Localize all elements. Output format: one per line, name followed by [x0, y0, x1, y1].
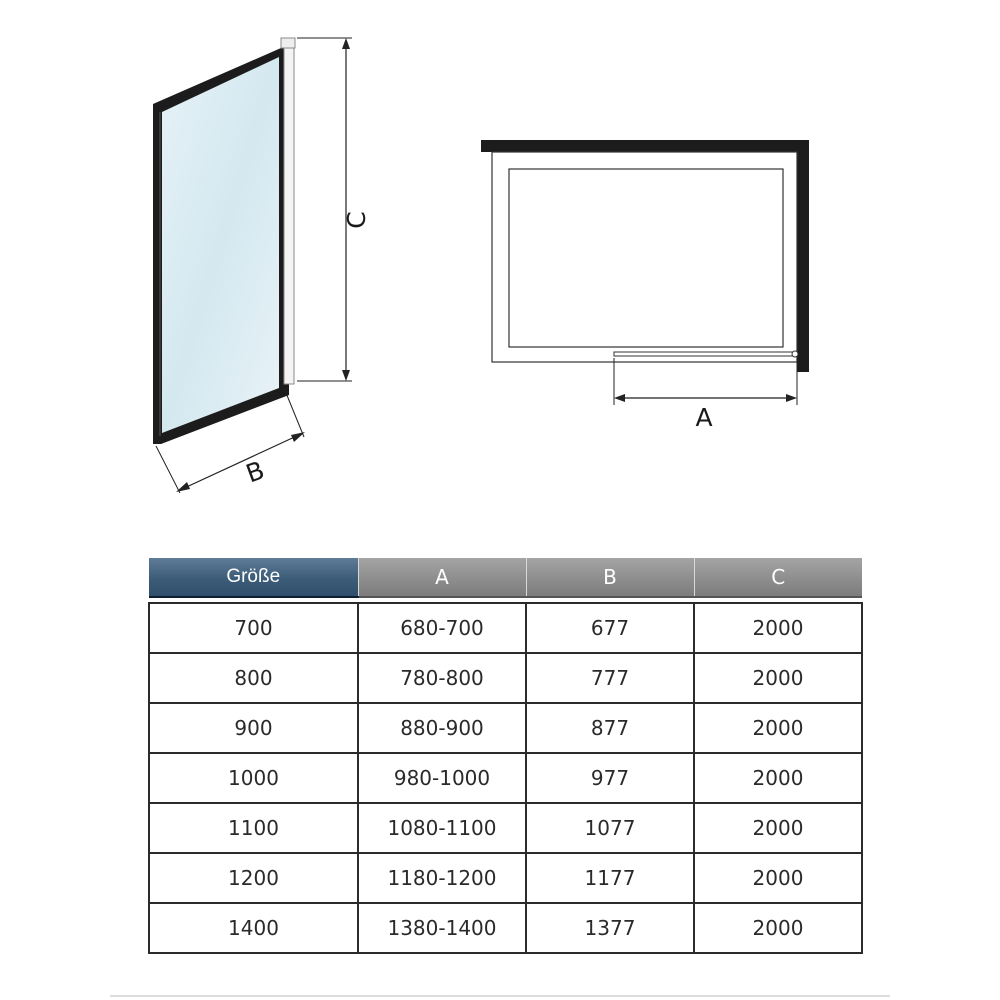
- header-groesse: Größe: [149, 558, 358, 597]
- cell-b: 977: [526, 753, 694, 803]
- cell-b: 1177: [526, 853, 694, 903]
- back-wall: [481, 140, 809, 152]
- table-header-row: [149, 558, 862, 597]
- cell-size: 1000: [149, 753, 358, 803]
- cell-a: 1080-1100: [358, 803, 526, 853]
- cell-b: 677: [526, 603, 694, 653]
- table-row: [149, 653, 862, 703]
- cell-b: 1077: [526, 803, 694, 853]
- cell-b: 877: [526, 703, 694, 753]
- cell-c: 2000: [694, 603, 862, 653]
- header-b: B: [526, 558, 694, 597]
- bottom-divider: [110, 995, 890, 997]
- size-table: [148, 558, 863, 954]
- wall-profile: [284, 48, 294, 384]
- label-b: B: [242, 455, 269, 489]
- cell-a: 780-800: [358, 653, 526, 703]
- cell-size: 700: [149, 603, 358, 653]
- cell-size: 900: [149, 703, 358, 753]
- header-a: A: [358, 558, 526, 597]
- label-a: A: [695, 403, 713, 432]
- cell-c: 2000: [694, 803, 862, 853]
- glass-panel-drawing: [153, 38, 295, 444]
- table-row: [149, 753, 862, 803]
- cell-a: 680-700: [358, 603, 526, 653]
- table-row: [149, 903, 862, 953]
- cell-b: 777: [526, 653, 694, 703]
- table-row: [149, 803, 862, 853]
- shower-area-outline: [492, 152, 797, 362]
- profile-cap: [281, 38, 295, 48]
- cell-size: 1200: [149, 853, 358, 903]
- cell-c: 2000: [694, 703, 862, 753]
- cell-a: 880-900: [358, 703, 526, 753]
- cell-a: 1180-1200: [358, 853, 526, 903]
- cell-a: 1380-1400: [358, 903, 526, 953]
- header-c: C: [694, 558, 862, 597]
- cell-size: 1400: [149, 903, 358, 953]
- cell-a: 980-1000: [358, 753, 526, 803]
- cell-size: 800: [149, 653, 358, 703]
- cell-c: 2000: [694, 853, 862, 903]
- glass-panel-top-view: [614, 352, 796, 356]
- cell-c: 2000: [694, 653, 862, 703]
- glass-pane: [162, 57, 279, 433]
- table-row: [149, 603, 862, 653]
- cell-c: 2000: [694, 753, 862, 803]
- label-c: C: [342, 211, 371, 229]
- dimension-c: [297, 38, 352, 381]
- shower-tray-outline: [509, 169, 783, 347]
- dimension-a: [614, 358, 797, 405]
- side-wall: [797, 140, 809, 372]
- table-row: [149, 703, 862, 753]
- cell-size: 1100: [149, 803, 358, 853]
- top-view-drawing: [481, 140, 809, 372]
- table-row: [149, 853, 862, 903]
- cell-b: 1377: [526, 903, 694, 953]
- cell-c: 2000: [694, 903, 862, 953]
